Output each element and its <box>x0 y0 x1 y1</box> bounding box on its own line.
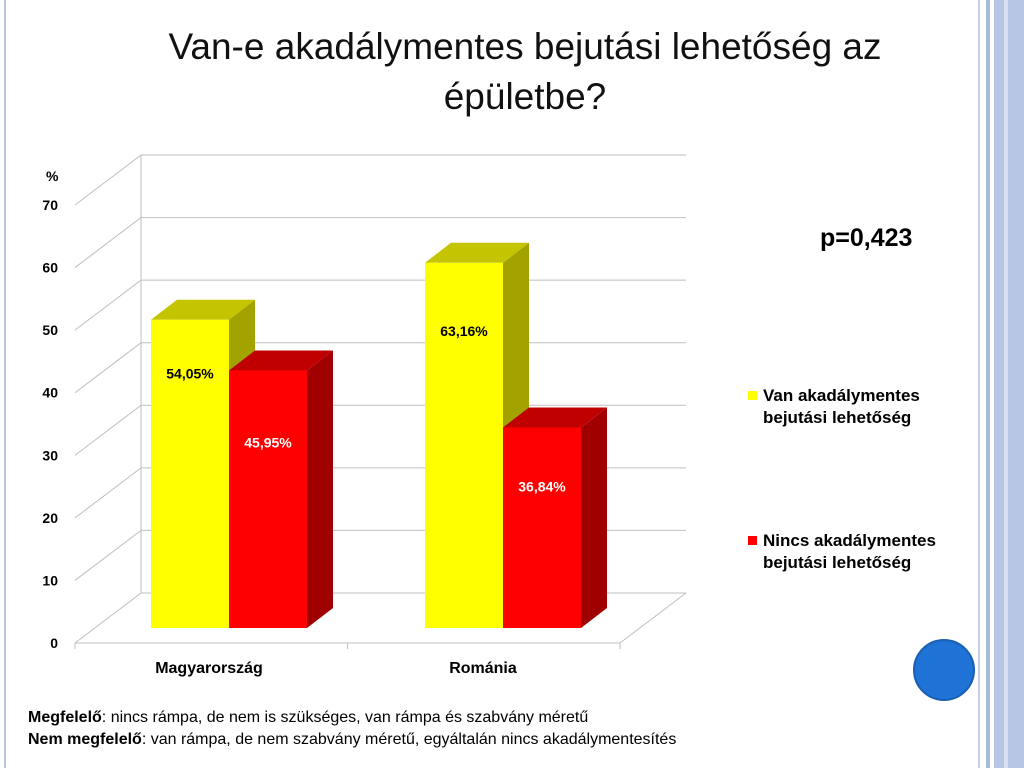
bar <box>229 370 307 628</box>
gridline-side <box>75 155 141 205</box>
note-megfelelo <box>28 707 588 729</box>
gridline-side <box>75 280 141 330</box>
gridline-side <box>75 530 141 580</box>
y-tick-label: 50 <box>42 322 58 339</box>
slide-title: Van-e akadálymentes bejutási lehetőség az épületbe? <box>168 26 882 117</box>
bar <box>425 263 503 628</box>
legend-swatch-red <box>748 536 757 545</box>
y-tick-label: 20 <box>42 509 58 526</box>
legend-label-nincs: Nincs akadálymentes bejutási lehetőség <box>763 531 936 572</box>
y-tick-label: 60 <box>42 259 58 276</box>
legend-label-van: Van akadálymentes bejutási lehetőség <box>763 386 920 427</box>
y-tick-label: 30 <box>42 447 58 464</box>
y-tick-label: 40 <box>42 384 58 401</box>
gridline-side <box>75 593 141 643</box>
y-tick-label: 0 <box>50 635 58 651</box>
note-term-megfelelo: Megfelelő <box>28 709 102 726</box>
bar-side <box>581 407 607 628</box>
bar-side <box>307 350 333 628</box>
note-term-nem-megfelelo: Nem megfelelő <box>28 731 142 748</box>
x-category-label: Románia <box>449 660 517 677</box>
gridline-side <box>75 405 141 455</box>
y-tick-label: 70 <box>42 197 58 213</box>
note-text-nem-megfelelo: : van rámpa, de nem szabvány méretű, egyáltalán nincs akadálymentesítés <box>141 731 677 748</box>
note-text-megfelelo: : nincs rámpa, de nem is szükséges, van rámpa és szabvány méretű <box>101 709 589 726</box>
gridline-side <box>75 468 141 518</box>
decorative-circle <box>913 639 975 701</box>
data-label: 63,16% <box>440 322 488 339</box>
data-label: 36,84% <box>518 478 566 495</box>
note-nem-megfelelo <box>28 729 676 751</box>
y-axis-label: % <box>46 168 59 184</box>
x-category-label: Magyarország <box>155 660 263 677</box>
p-value: p=0,423 <box>820 224 913 252</box>
y-tick-label: 10 <box>42 572 58 589</box>
gridline-side <box>75 218 141 268</box>
gridline-side <box>75 343 141 393</box>
data-label: 45,95% <box>244 434 292 451</box>
data-label: 54,05% <box>166 365 214 382</box>
bar <box>503 427 581 628</box>
floor-right-edge <box>620 593 686 643</box>
legend-swatch-yellow <box>748 391 757 400</box>
